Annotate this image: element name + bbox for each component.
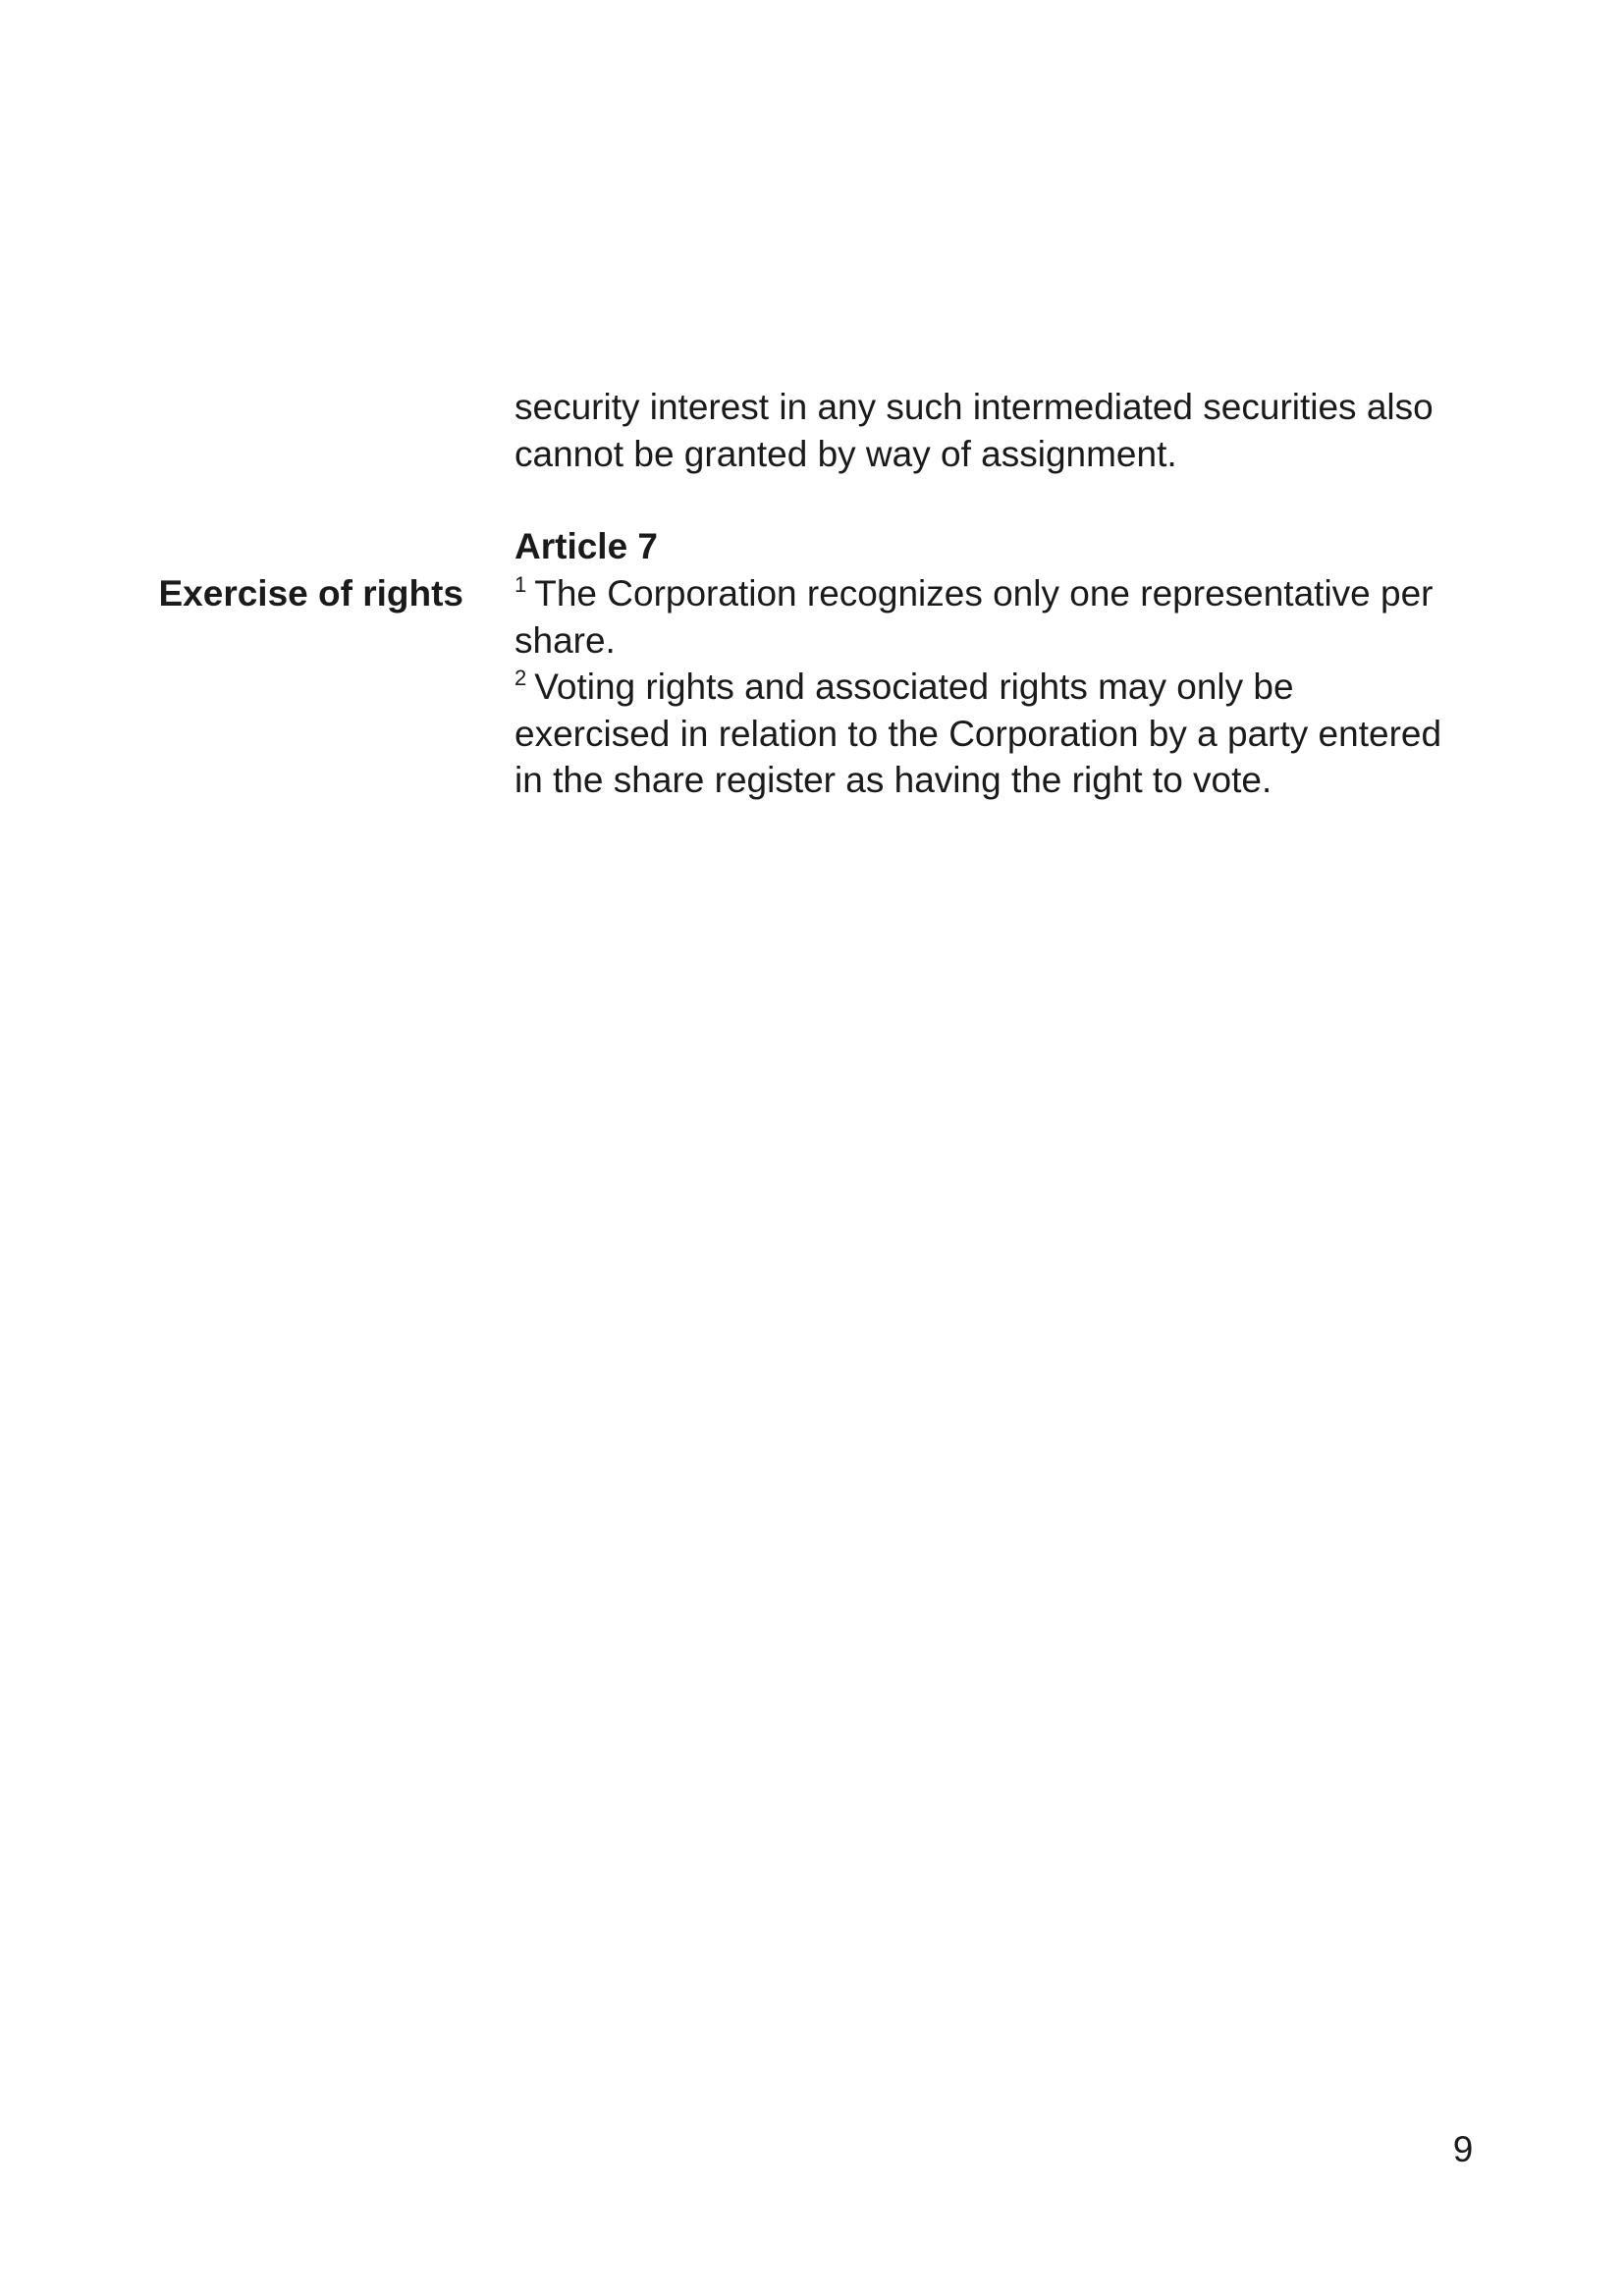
continuation-paragraph: security interest in any such intermediated securities also cannot be granted by way of assignment. <box>514 387 1434 474</box>
article-paragraph <box>514 664 1457 804</box>
paragraph-text: The Corporation recognizes only one representative per share. <box>514 573 1434 661</box>
article-body <box>514 570 1457 804</box>
paragraph-number: 2 <box>514 666 527 690</box>
page-number: 9 <box>1452 2129 1474 2169</box>
margin-title: Exercise of rights <box>158 573 463 614</box>
paragraph-number: 1 <box>514 572 527 597</box>
paragraph-text: Voting rights and associated rights may only be exercised in relation to the Corporation by a party entered in the share register as having the right to vote. <box>514 667 1442 800</box>
article-heading: Article 7 <box>514 526 659 566</box>
article-paragraph <box>514 570 1457 664</box>
